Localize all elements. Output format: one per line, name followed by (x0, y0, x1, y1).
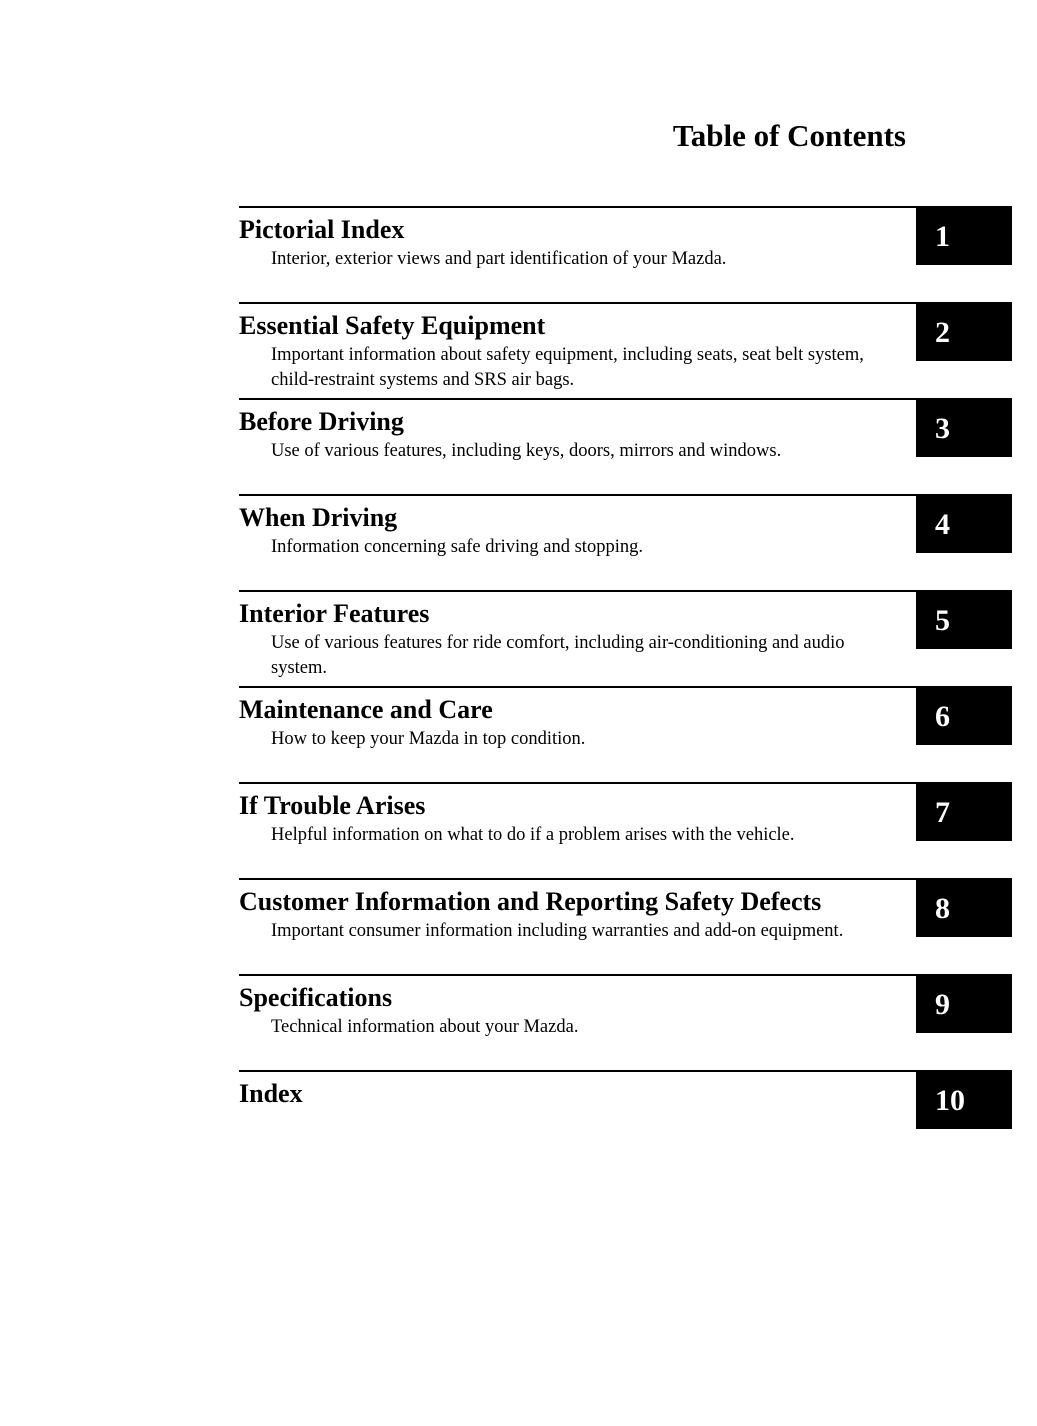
table-of-contents (239, 206, 1012, 1166)
toc-section-customer-information[interactable] (239, 878, 1012, 974)
section-description: Important information about safety equipment, including seats, seat belt system, child-restraint systems and SRS air bags. (271, 345, 864, 390)
section-description: How to keep your Mazda in top condition. (271, 729, 586, 749)
toc-section-essential-safety-equipment[interactable] (239, 302, 1012, 398)
section-number-tab[interactable]: 8 (916, 880, 1012, 937)
toc-section-when-driving[interactable] (239, 494, 1012, 590)
toc-section-maintenance-and-care[interactable] (239, 686, 1012, 782)
section-title[interactable]: Interior Features (239, 599, 430, 628)
section-description: Helpful information on what to do if a problem arises with the vehicle. (271, 825, 795, 845)
section-title[interactable]: Specifications (239, 983, 393, 1012)
page-title: Table of Contents (672, 118, 906, 153)
section-title[interactable]: If Trouble Arises (239, 791, 426, 820)
section-number-tab[interactable]: 7 (916, 784, 1012, 841)
section-number-tab[interactable]: 1 (916, 208, 1012, 265)
section-number-tab[interactable]: 4 (916, 496, 1012, 553)
toc-section-if-trouble-arises[interactable] (239, 782, 1012, 878)
section-number-tab[interactable]: 6 (916, 688, 1012, 745)
section-title[interactable]: Essential Safety Equipment (239, 311, 546, 340)
toc-section-interior-features[interactable] (239, 590, 1012, 686)
section-title[interactable]: Before Driving (239, 407, 404, 436)
section-title[interactable]: Pictorial Index (239, 215, 405, 244)
section-description: Technical information about your Mazda. (271, 1017, 579, 1037)
section-number-tab[interactable]: 9 (916, 976, 1012, 1033)
toc-section-pictorial-index[interactable] (239, 206, 1012, 302)
section-number-tab[interactable]: 5 (916, 592, 1012, 649)
section-description: Important consumer information including warranties and add-on equipment. (271, 921, 844, 941)
section-description: Use of various features for ride comfort, including air-conditioning and audio system. (271, 633, 845, 678)
section-description: Information concerning safe driving and stopping. (271, 537, 643, 557)
section-number-tab[interactable]: 3 (916, 400, 1012, 457)
toc-section-index[interactable] (239, 1070, 1012, 1166)
section-title[interactable]: Maintenance and Care (239, 695, 493, 724)
toc-section-specifications[interactable] (239, 974, 1012, 1070)
section-number-tab[interactable]: 10 (916, 1072, 1012, 1129)
section-number-tab[interactable]: 2 (916, 304, 1012, 361)
section-description: Use of various features, including keys, doors, mirrors and windows. (271, 441, 782, 461)
section-description: Interior, exterior views and part identification of your Mazda. (271, 249, 727, 269)
section-title[interactable]: When Driving (239, 503, 398, 532)
section-title[interactable]: Index (239, 1079, 303, 1108)
toc-section-before-driving[interactable] (239, 398, 1012, 494)
section-title[interactable]: Customer Information and Reporting Safety Defects (239, 887, 822, 916)
